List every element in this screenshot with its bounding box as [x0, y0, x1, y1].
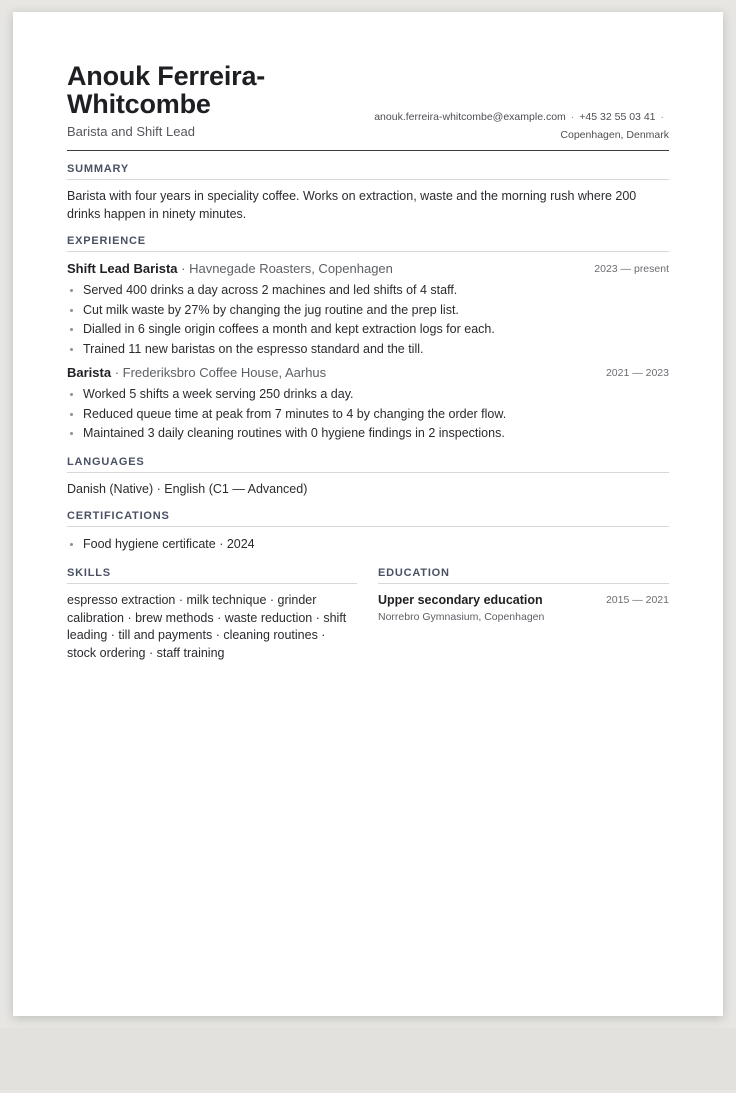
resume-content — [67, 62, 669, 677]
skills-section — [67, 567, 357, 662]
job-bullets — [67, 385, 669, 444]
contact-separator: · — [570, 111, 575, 123]
job-bullet: • Reduced queue time at peak from 7 minutes to 4 by changing the order flow. — [83, 405, 669, 425]
contact-info — [339, 108, 669, 144]
resume-page — [13, 12, 723, 1016]
candidate-name: Anouk Ferreira-Whitcombe — [67, 61, 266, 119]
job-bullet: • Maintained 3 daily cleaning routines with 0 hygiene findings in 2 inspections. — [83, 424, 669, 444]
certifications-section — [67, 510, 669, 555]
skills-heading: SKILLS — [67, 567, 357, 584]
job-bullet: • Worked 5 shifts a week serving 250 drinks a day. — [83, 385, 669, 405]
education-school: Norrebro Gymnasium, Copenhagen — [378, 611, 545, 624]
certifications-list — [67, 535, 669, 555]
job-bullets — [67, 281, 669, 360]
contact-phone: +45 32 55 03 41 — [579, 111, 656, 123]
education-dates: 2015 — 2021 — [605, 594, 669, 607]
job-dates: 2021 — 2023 — [605, 366, 669, 379]
viewer-background — [0, 1028, 736, 1090]
job-bullet: • Dialled in 6 single origin coffees a month and kept extraction logs for each. — [83, 320, 669, 340]
job-bullet: • Cut milk waste by 27% by changing the jug routine and the prep list. — [83, 301, 669, 321]
languages-text: Danish (Native) · English (C1 — Advanced) — [67, 481, 308, 496]
job-dates: 2023 — present — [594, 263, 669, 275]
skills-text: espresso extraction · milk technique · grinder calibration · brew methods · waste reduction · shift leading · till and payments · cleaning routines · stock ordering · staff training — [67, 593, 347, 660]
job-header — [67, 364, 669, 382]
job-bullet: • Served 400 drinks a day across 2 machines and led shifts of 4 staff. — [83, 281, 669, 301]
certifications-heading: CERTIFICATIONS — [67, 510, 669, 527]
summary-section — [67, 163, 669, 223]
education-degree: Upper secondary education — [378, 593, 543, 608]
languages-heading: LANGUAGES — [67, 456, 669, 473]
experience-section — [67, 235, 669, 444]
candidate-headline: Barista and Shift Lead — [67, 124, 195, 139]
contact-separator: · — [660, 111, 664, 123]
certification-item: • Food hygiene certificate · 2024 — [83, 535, 669, 555]
summary-heading: SUMMARY — [67, 163, 669, 180]
job-organization: · Frederiksbro Coffee House, Aarhus — [111, 364, 327, 380]
contact-email: anouk.ferreira-whitcombe@example.com — [374, 111, 566, 123]
languages-section — [67, 456, 669, 499]
resume-header — [67, 62, 669, 151]
job-entry — [67, 364, 669, 444]
job-entry — [67, 260, 669, 360]
education-heading: EDUCATION — [378, 567, 669, 584]
skills-education-row — [67, 567, 669, 677]
education-section — [378, 567, 669, 623]
summary-text: Barista with four years in speciality coffee. Works on extraction, waste and the morning rush where 200 drinks happen in ninety minutes. — [67, 189, 637, 221]
job-role: Shift Lead Barista — [67, 261, 178, 276]
job-role: Barista — [67, 364, 112, 380]
job-header — [67, 260, 669, 278]
contact-location: Copenhagen, Denmark — [560, 129, 669, 141]
education-header — [378, 592, 669, 609]
job-bullet: • Trained 11 new baristas on the espresso standard and the till. — [83, 340, 669, 360]
experience-heading: EXPERIENCE — [67, 235, 669, 252]
job-organization: · Havnegade Roasters, Copenhagen — [177, 261, 393, 276]
